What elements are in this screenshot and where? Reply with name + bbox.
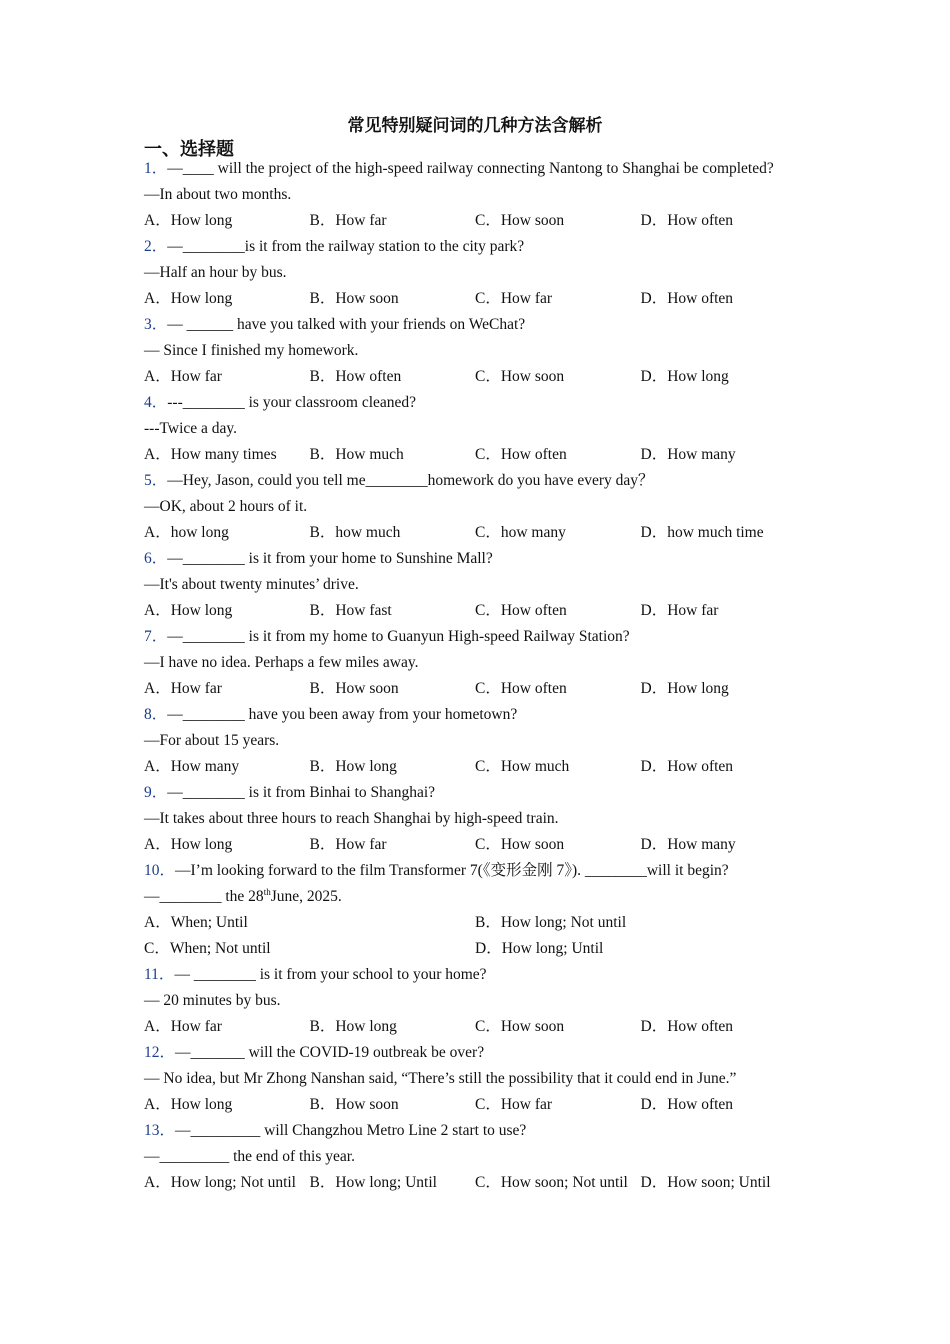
answer-text: —For about 15 years. <box>144 732 280 749</box>
question-stem <box>144 702 804 728</box>
question-7 <box>144 624 804 702</box>
stem-text: ---________ is your classroom cleaned? <box>167 394 417 411</box>
question-stem <box>144 156 804 182</box>
option-a[interactable]: A．How far <box>144 1018 222 1035</box>
question-stem <box>144 962 804 988</box>
option-b[interactable]: B．How long <box>309 758 397 775</box>
options-row <box>144 754 804 780</box>
question-number: 8． <box>144 706 168 723</box>
question-number: 12． <box>144 1044 176 1061</box>
options-row <box>144 910 804 936</box>
options-row <box>144 1014 804 1040</box>
option-c[interactable]: C．How much <box>475 758 570 775</box>
question-12 <box>144 1040 804 1118</box>
option-c[interactable]: C．When; Not until <box>144 940 271 957</box>
option-c[interactable]: C．How far <box>475 290 553 307</box>
option-c[interactable]: C．How soon; Not until <box>475 1174 628 1191</box>
question-stem <box>144 624 804 650</box>
option-b[interactable]: B．How much <box>309 446 404 463</box>
stem-text: — ______ have you talked with your friends on WeChat? <box>167 316 526 333</box>
question-4 <box>144 390 804 468</box>
option-d[interactable]: D．How many <box>640 446 736 463</box>
question-number: 5． <box>144 472 168 489</box>
option-d[interactable]: D．How often <box>640 1018 734 1035</box>
stem-text: —________ is it from my home to Guanyun High-speed Railway Station? <box>167 628 630 645</box>
options-row <box>144 208 804 234</box>
option-c[interactable]: C．How often <box>475 680 567 697</box>
question-number: 2． <box>144 238 168 255</box>
question-5 <box>144 468 804 546</box>
question-stem <box>144 390 804 416</box>
option-d[interactable]: D．How long <box>640 368 729 385</box>
answer-pre: —________ the 28 <box>144 888 264 905</box>
option-b[interactable]: B．How often <box>309 368 402 385</box>
question-number: 1． <box>144 160 168 177</box>
option-b[interactable]: B．How far <box>309 836 387 853</box>
option-c[interactable]: C．How soon <box>475 836 565 853</box>
answer-post: June, 2025. <box>270 888 342 905</box>
option-c[interactable]: C．How far <box>475 1096 553 1113</box>
option-b[interactable]: B．how much <box>309 524 401 541</box>
option-b[interactable]: B．How fast <box>309 602 392 619</box>
option-b[interactable]: B．How soon <box>309 1096 399 1113</box>
stem-text: —I’m looking forward to the film Transformer 7(《变形金刚 7》). ________will it begin? <box>175 862 729 879</box>
question-9 <box>144 780 804 858</box>
option-d[interactable]: D．How long; Until <box>475 940 604 957</box>
options-row <box>144 936 804 962</box>
options-row <box>144 832 804 858</box>
option-d[interactable]: D．How often <box>640 212 734 229</box>
options-row <box>144 676 804 702</box>
answer-superscript: th <box>263 886 271 897</box>
option-b[interactable]: B．How soon <box>309 290 399 307</box>
section-heading: 一、选择题 <box>144 139 234 159</box>
question-stem <box>144 546 804 572</box>
answer-text <box>144 884 804 910</box>
question-8 <box>144 702 804 780</box>
options-row <box>144 286 804 312</box>
question-stem <box>144 858 804 884</box>
stem-text: —Hey, Jason, could you tell me________homework do you have every day？ <box>167 472 654 489</box>
option-a[interactable]: A．how long <box>144 524 229 541</box>
option-d[interactable]: D．How soon; Until <box>640 1174 771 1191</box>
option-c[interactable]: C．How soon <box>475 1018 565 1035</box>
question-stem <box>144 1040 804 1066</box>
question-stem <box>144 780 804 806</box>
option-a[interactable]: A．How many times <box>144 446 277 463</box>
options-row <box>144 598 804 624</box>
option-a[interactable]: A．How long; Not until <box>144 1174 296 1191</box>
option-a[interactable]: A．How long <box>144 290 233 307</box>
option-a[interactable]: A．How long <box>144 836 233 853</box>
question-3 <box>144 312 804 390</box>
option-c[interactable]: C．How often <box>475 446 567 463</box>
question-1 <box>144 156 804 234</box>
question-number: 4． <box>144 394 168 411</box>
question-stem <box>144 234 804 260</box>
option-d[interactable]: D．How long <box>640 680 729 697</box>
question-stem <box>144 1118 804 1144</box>
option-d[interactable]: D．How often <box>640 290 734 307</box>
options-row <box>144 1170 804 1196</box>
option-a[interactable]: A．How long <box>144 1096 233 1113</box>
answer-text: —It takes about three hours to reach Shanghai by high-speed train. <box>144 810 559 827</box>
question-number: 6． <box>144 550 168 567</box>
options-row <box>144 520 804 546</box>
option-b[interactable]: B．How far <box>309 212 387 229</box>
stem-text: —_________ will Changzhou Metro Line 2 start to use? <box>175 1122 527 1139</box>
question-2 <box>144 234 804 312</box>
option-d[interactable]: D．how much time <box>640 524 764 541</box>
question-10 <box>144 858 804 962</box>
option-a[interactable]: A．How long <box>144 602 233 619</box>
option-d[interactable]: D．How often <box>640 758 734 775</box>
option-d[interactable]: D．How often <box>640 1096 734 1113</box>
option-b[interactable]: B．How long <box>309 1018 397 1035</box>
stem-text: —________ have you been away from your hometown? <box>167 706 518 723</box>
option-a[interactable]: A．How many <box>144 758 240 775</box>
question-list <box>144 156 804 1196</box>
options-row <box>144 442 804 468</box>
answer-text: —It's about twenty minutes’ drive. <box>144 576 359 593</box>
option-a[interactable]: A．How far <box>144 368 222 385</box>
question-stem <box>144 468 804 494</box>
answer-text: — 20 minutes by bus. <box>144 992 281 1009</box>
stem-text: —________is it from the railway station to the city park? <box>167 238 525 255</box>
question-number: 10． <box>144 862 176 879</box>
options-row <box>144 364 804 390</box>
option-c[interactable]: C．How soon <box>475 368 565 385</box>
options-row <box>144 1092 804 1118</box>
option-c[interactable]: C．How often <box>475 602 567 619</box>
answer-text: —I have no idea. Perhaps a few miles away. <box>144 654 419 671</box>
option-b[interactable]: B．How long; Until <box>309 1174 437 1191</box>
stem-text: —________ is it from your home to Sunshine Mall? <box>167 550 493 567</box>
stem-text: —____ will the project of the high-speed railway connecting Nantong to Shanghai be completed? <box>167 160 774 177</box>
stem-text: —_______ will the COVID-19 outbreak be over? <box>175 1044 485 1061</box>
answer-text: —In about two months. <box>144 186 292 203</box>
option-a[interactable]: A．How far <box>144 680 222 697</box>
option-a[interactable]: A．How long <box>144 212 233 229</box>
answer-text: — Since I finished my homework. <box>144 342 359 359</box>
option-d[interactable]: D．How far <box>640 602 719 619</box>
question-13 <box>144 1118 804 1196</box>
question-11 <box>144 962 804 1040</box>
question-number: 7． <box>144 628 168 645</box>
page-title: 常见特别疑问词的几种方法含解析 <box>347 116 603 135</box>
question-6 <box>144 546 804 624</box>
question-number: 11． <box>144 966 175 983</box>
answer-text: —Half an hour by bus. <box>144 264 287 281</box>
question-number: 9． <box>144 784 168 801</box>
option-c[interactable]: C．how many <box>475 524 566 541</box>
answer-text: — No idea, but Mr Zhong Nanshan said, “There’s still the possibility that it could end in June.” <box>144 1070 737 1087</box>
stem-text: —________ is it from Binhai to Shanghai? <box>167 784 436 801</box>
answer-text: —OK, about 2 hours of it. <box>144 498 308 515</box>
answer-text: —_________ the end of this year. <box>144 1148 355 1165</box>
option-b[interactable]: B．How long; Not until <box>475 914 627 931</box>
stem-text: — ________ is it from your school to your home? <box>174 966 487 983</box>
question-stem <box>144 312 804 338</box>
option-a[interactable]: A．When; Until <box>144 914 248 931</box>
option-d[interactable]: D．How many <box>640 836 736 853</box>
question-number: 13． <box>144 1122 176 1139</box>
answer-text: ---Twice a day. <box>144 420 238 437</box>
question-number: 3． <box>144 316 168 333</box>
option-b[interactable]: B．How soon <box>309 680 399 697</box>
option-c[interactable]: C．How soon <box>475 212 565 229</box>
